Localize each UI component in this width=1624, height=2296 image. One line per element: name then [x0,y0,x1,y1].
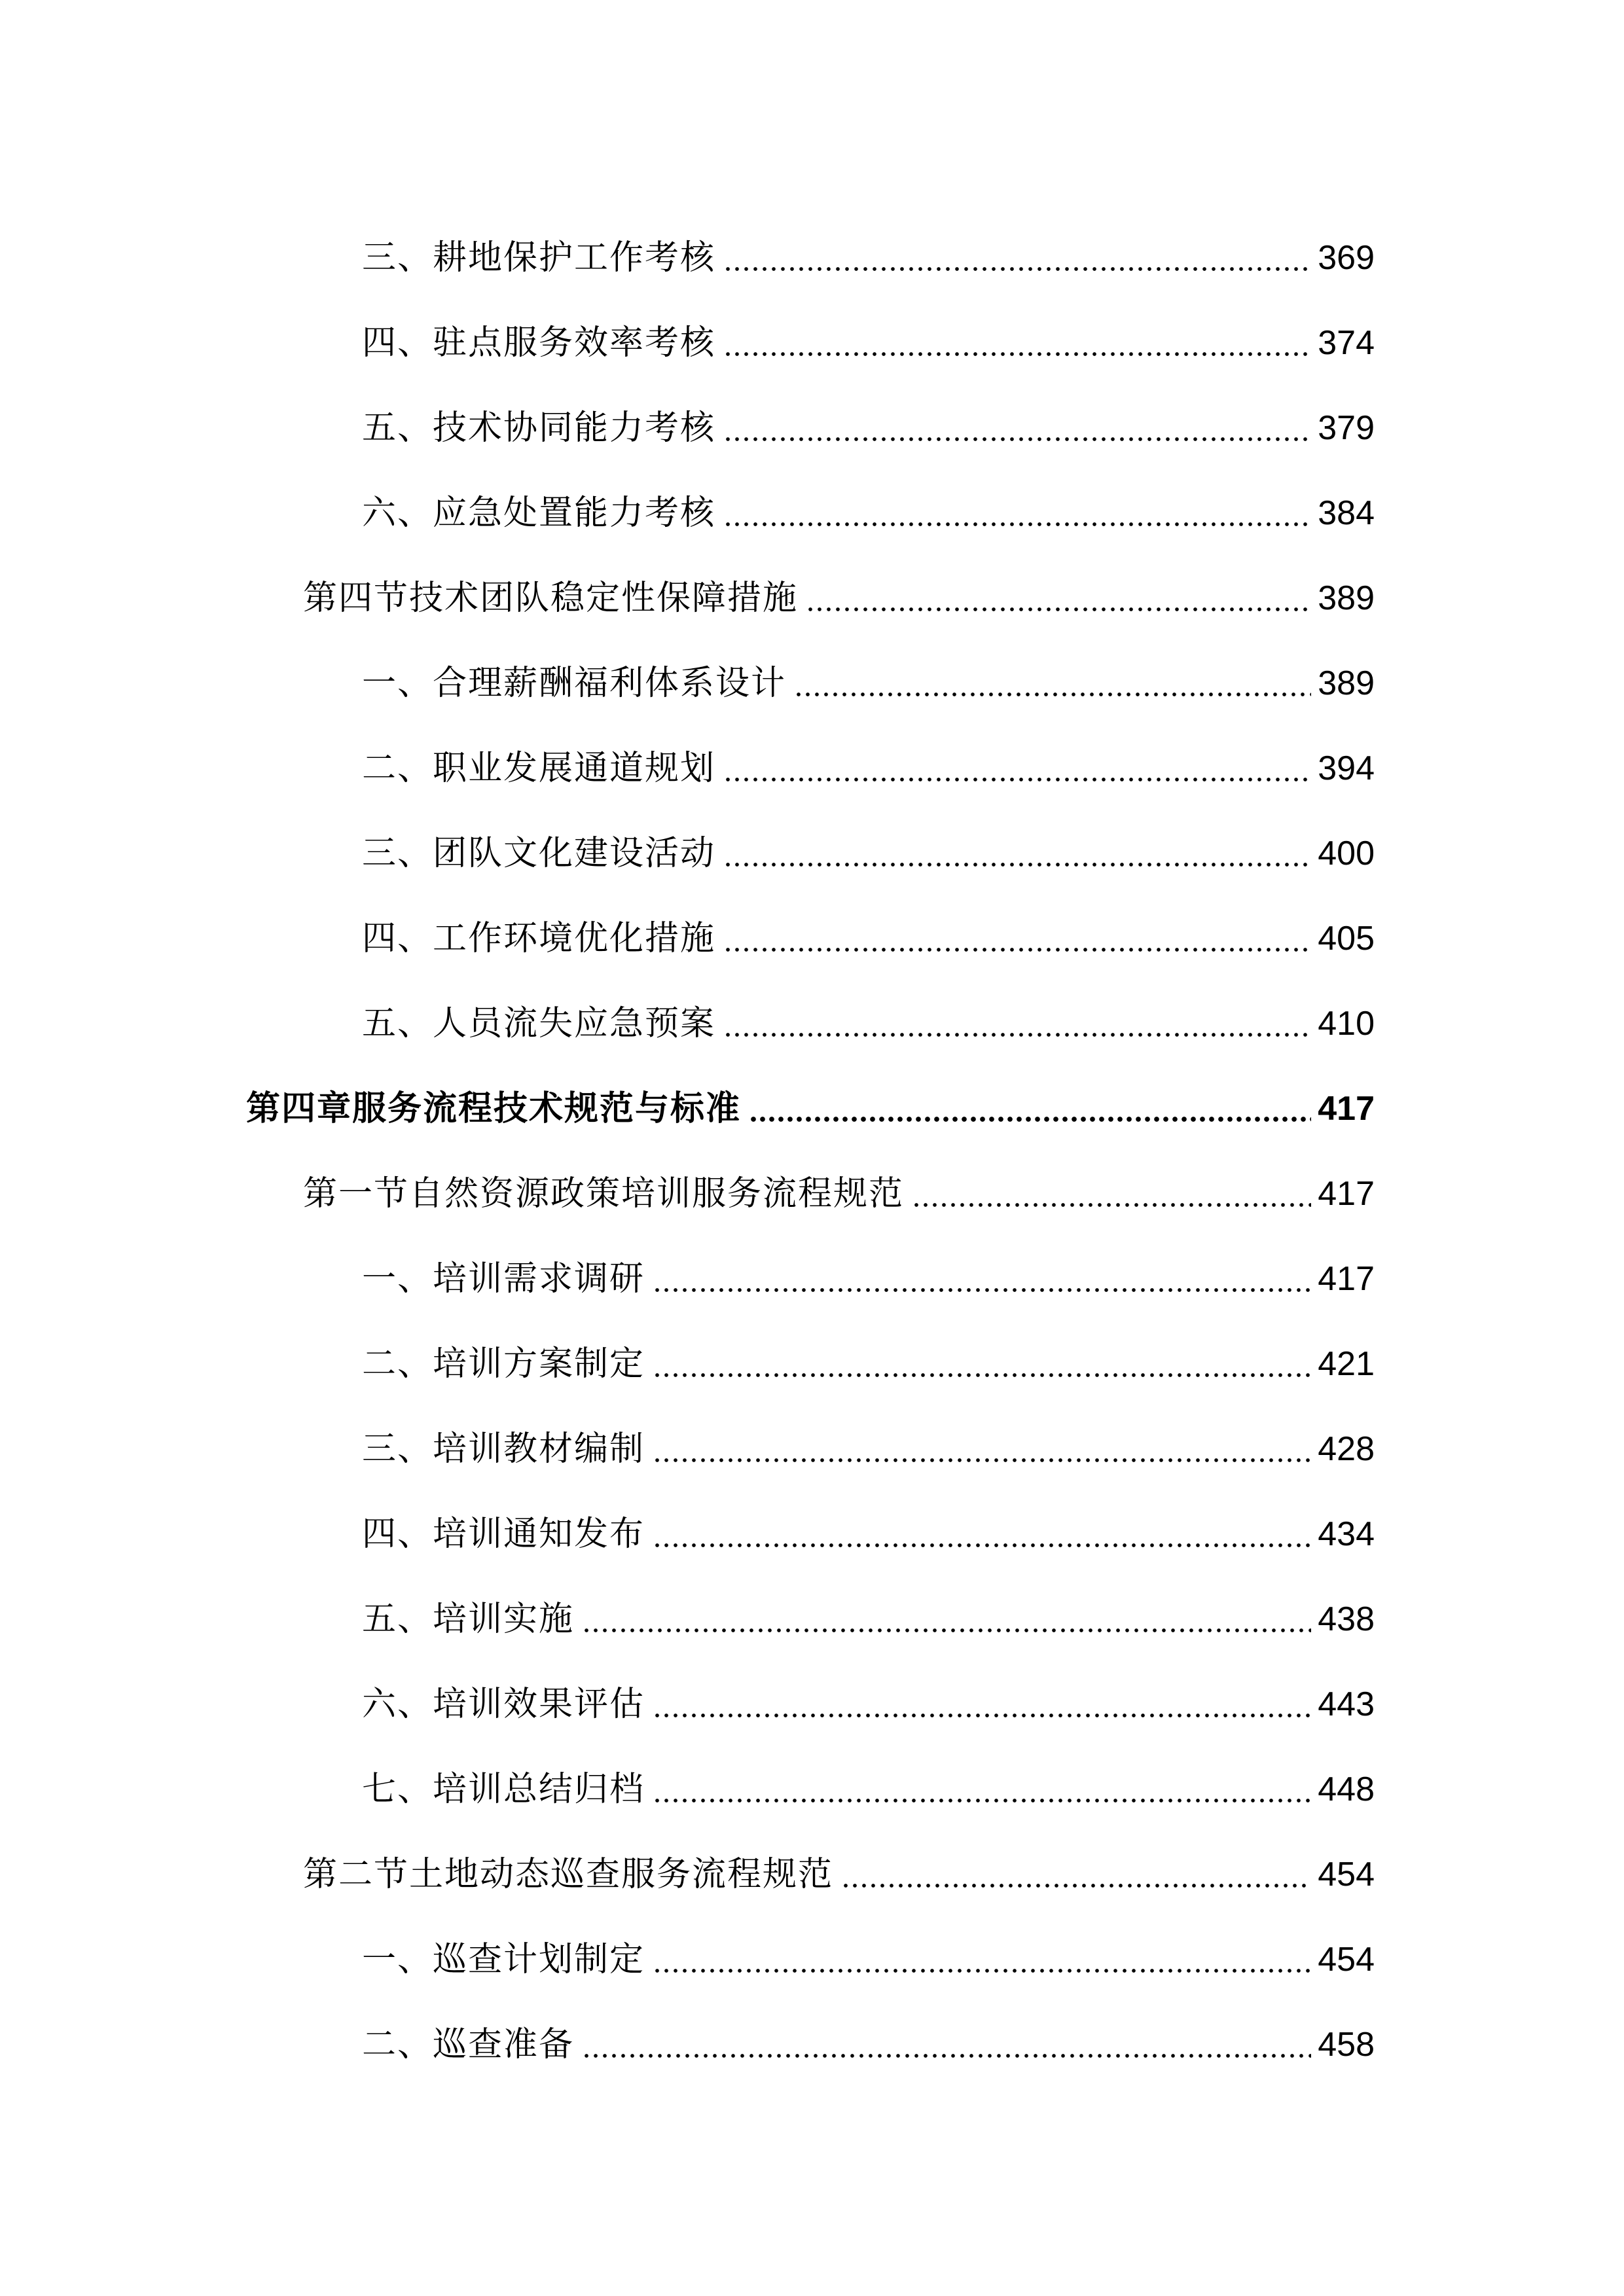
toc-page-number: 428 [1318,1430,1375,1468]
toc-entry-title: 一、培训需求调研 [362,1259,645,1299]
toc-entry-item[interactable] [362,715,1375,800]
dot-leader [912,1203,1311,1207]
toc-entry-title: 三、耕地保护工作考核 [362,238,716,278]
toc-entry-title: 第一节自然资源政策培训服务流程规范 [303,1174,905,1213]
dot-leader [723,437,1311,441]
toc-entry-item[interactable] [362,1906,1375,1991]
toc-page-number: 410 [1318,1005,1375,1043]
toc-page-number: 421 [1318,1345,1375,1383]
toc-page-number: 458 [1318,2026,1375,2064]
toc-page-number: 443 [1318,1685,1375,1723]
toc-entry-title: 六、应急处置能力考核 [362,493,716,533]
toc-page-number: 438 [1318,1600,1375,1638]
toc-entry-item[interactable] [362,1310,1375,1395]
toc-page-number: 389 [1318,579,1375,617]
toc-entry-item[interactable] [362,885,1375,970]
dot-leader [653,1799,1311,1803]
toc-entry-title: 四、工作环境优化措施 [362,919,716,958]
dot-leader [723,352,1311,356]
dot-leader [723,863,1311,867]
toc-entry-title: 一、巡查计划制定 [362,1940,645,1979]
toc-entry-item[interactable] [362,1225,1375,1310]
toc-page-number: 454 [1318,1941,1375,1979]
toc-entry-item[interactable] [362,630,1375,715]
toc-entry-item[interactable] [362,970,1375,1055]
dot-leader [749,1117,1311,1122]
dot-leader [653,1373,1311,1377]
toc-entry-chapter[interactable] [246,1055,1375,1140]
dot-leader [653,1713,1311,1717]
dot-leader [794,692,1311,696]
toc-page-number: 454 [1318,1856,1375,1893]
toc-page-number: 417 [1318,1260,1375,1298]
toc-entry-title: 五、人员流失应急预案 [362,1004,716,1043]
toc-entry-title: 四、培训通知发布 [362,1515,645,1554]
toc-page-number: 417 [1318,1175,1375,1213]
toc-entry-title: 第四节技术团队稳定性保障措施 [303,579,799,618]
dot-leader [653,1288,1311,1292]
toc-entry-title: 六、培训效果评估 [362,1685,645,1724]
toc-entry-title: 第二节土地动态巡查服务流程规范 [303,1855,834,1894]
toc-entry-title: 五、培训实施 [362,1600,575,1639]
toc-entry-title: 第四章服务流程技术规范与标准 [246,1089,742,1128]
toc-entry-title: 七、培训总结归档 [362,1770,645,1809]
table-of-contents [0,204,1624,2076]
toc-entry-section[interactable] [303,545,1375,630]
toc-page-number: 389 [1318,664,1375,702]
toc-page-number: 417 [1318,1090,1375,1128]
dot-leader [841,1884,1311,1888]
dot-leader [723,778,1311,781]
toc-page-number: 374 [1318,324,1375,362]
toc-entry-title: 五、技术协同能力考核 [362,408,716,448]
toc-page-number: 434 [1318,1515,1375,1553]
toc-entry-item[interactable] [362,1480,1375,1566]
dot-leader [723,1033,1311,1037]
dot-leader [653,1969,1311,1973]
dot-leader [653,1543,1311,1547]
toc-entry-title: 三、团队文化建设活动 [362,834,716,873]
toc-entry-title: 二、职业发展通道规划 [362,749,716,788]
toc-page-number: 369 [1318,239,1375,277]
dot-leader [723,948,1311,952]
toc-entry-item[interactable] [362,374,1375,459]
toc-entry-section[interactable] [303,1821,1375,1906]
dot-leader [653,1458,1311,1462]
toc-entry-title: 二、巡查准备 [362,2025,575,2064]
toc-entry-item[interactable] [362,204,1375,289]
dot-leader [723,522,1311,526]
toc-entry-item[interactable] [362,289,1375,374]
toc-page-number: 384 [1318,494,1375,532]
toc-entry-item[interactable] [362,800,1375,885]
toc-entry-title: 一、合理薪酬福利体系设计 [362,664,787,703]
toc-page-number: 405 [1318,920,1375,958]
toc-entry-item[interactable] [362,1651,1375,1736]
toc-page-number: 379 [1318,409,1375,447]
toc-page-number: 394 [1318,749,1375,787]
toc-entry-item[interactable] [362,1736,1375,1821]
toc-entry-title: 二、培训方案制定 [362,1344,645,1384]
dot-leader [582,2054,1311,2058]
toc-entry-item[interactable] [362,1566,1375,1651]
toc-page-number: 400 [1318,834,1375,872]
toc-entry-section[interactable] [303,1140,1375,1225]
toc-entry-item[interactable] [362,1395,1375,1480]
toc-entry-item[interactable] [362,1991,1375,2076]
dot-leader [806,607,1311,611]
toc-page-number: 448 [1318,1770,1375,1808]
toc-entry-item[interactable] [362,459,1375,545]
dot-leader [723,267,1311,271]
toc-entry-title: 三、培训教材编制 [362,1429,645,1469]
dot-leader [582,1628,1311,1632]
toc-entry-title: 四、驻点服务效率考核 [362,323,716,363]
